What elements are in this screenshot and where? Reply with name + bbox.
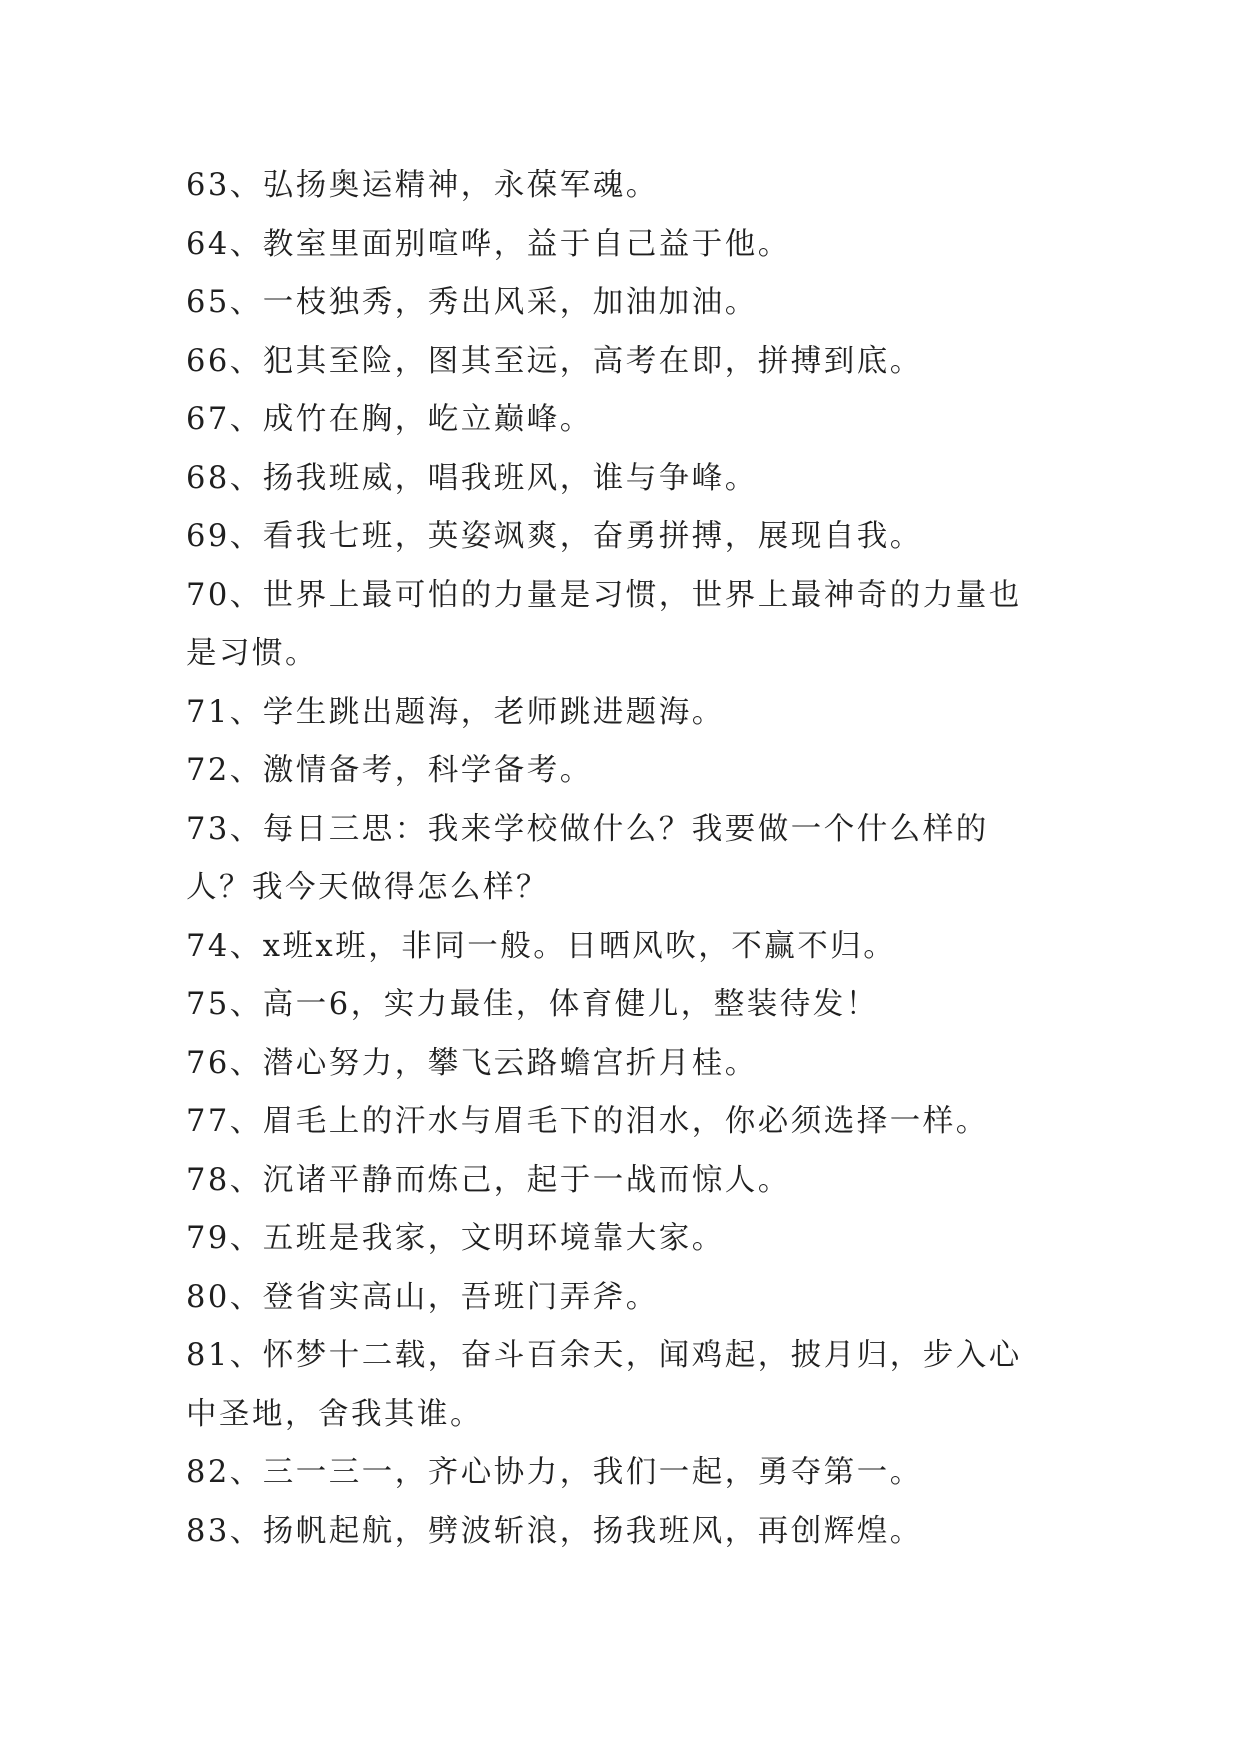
- list-item: 78、沉诸平静而炼己，起于一战而惊人。: [186, 1162, 791, 1198]
- slogan-list: [186, 157, 1054, 1561]
- list-item: 69、看我七班，英姿飒爽，奋勇拼搏，展现自我。: [186, 519, 923, 554]
- list-item: 82、三一三一，齐心协力，我们一起，勇夺第一。: [186, 1455, 923, 1490]
- list-item: 64、教室里面别喧哗，益于自己益于他。: [186, 226, 791, 262]
- list-item: 81、怀梦十二载，奋斗百余天，闻鸡起，披月归，步入心中圣地，舍我其谁。: [186, 1338, 1022, 1432]
- list-item: 72、激情备考，科学备考。: [186, 753, 593, 788]
- list-item: 83、扬帆起航，劈波斩浪，扬我班风，再创辉煌。: [186, 1513, 923, 1549]
- list-item: 68、扬我班威，唱我班风，谁与争峰。: [186, 460, 758, 496]
- list-item: 77、眉毛上的汗水与眉毛下的泪水，你必须选择一样。: [186, 1104, 989, 1139]
- list-item: 80、登省实高山，吾班门弄斧。: [186, 1279, 659, 1315]
- list-item: 65、一枝独秀，秀出风采，加油加油。: [186, 285, 758, 320]
- list-item: 76、潜心努力，攀飞云路蟾宫折月桂。: [186, 1045, 758, 1081]
- list-item: 70、世界上最可怕的力量是习惯，世界上最神奇的力量也是习惯。: [186, 577, 1022, 671]
- list-item: 71、学生跳出题海，老师跳进题海。: [186, 694, 725, 730]
- list-item: 74、x班x班，非同一般。日晒风吹，不赢不归。: [186, 928, 897, 964]
- list-item: 67、成竹在胸，屹立巅峰。: [186, 402, 593, 437]
- list-item: 79、五班是我家，文明环境靠大家。: [186, 1221, 725, 1256]
- list-item: 73、每日三思：我来学校做什么？我要做一个什么样的人？我今天做得怎么样？: [186, 811, 989, 905]
- list-item: 66、犯其至险，图其至远，高考在即，拼搏到底。: [186, 343, 923, 379]
- list-item: 75、高一6，实力最佳，体育健儿，整装待发！: [186, 987, 879, 1022]
- list-item: 63、弘扬奥运精神，永葆军魂。: [186, 168, 659, 203]
